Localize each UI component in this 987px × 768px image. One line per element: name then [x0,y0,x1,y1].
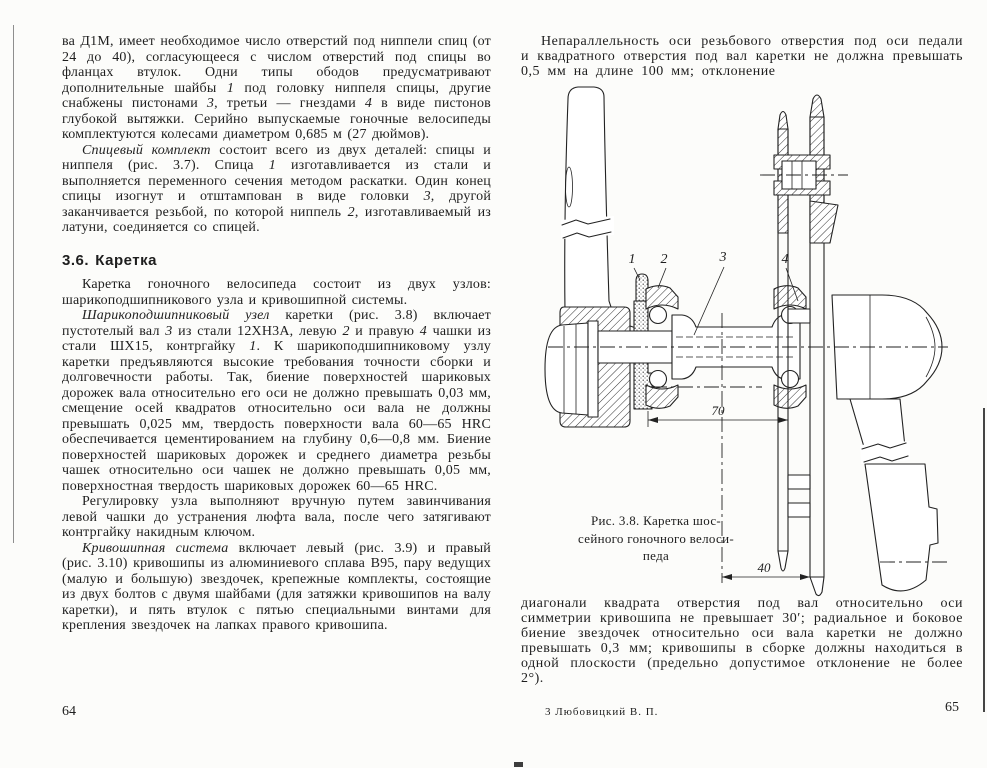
right-cup-top [774,286,806,309]
right-page-bottom-text [521,597,963,686]
section-heading: 3.6. Каретка [62,251,157,269]
dimension-40: 40 [757,560,771,575]
right-page-top-text [521,34,963,80]
left-page-text-column [62,34,491,634]
paragraph: Регулировку узла выполняют вручную путем завинчивания левой чашки до устранения люфта вала, после чего затягивают контргайку накидным ключом. [62,494,491,540]
callout-4: 4 [781,252,789,267]
paragraph: диагонали квадрата отверстия под вал относительно оси симметрии кривошипа не превышает 30′; радиальное и боковое биение звездочек относительно оси вала каретки не должно превышать 0,3 мм; кривошипы в сборке должны находиться в одной плоскости (предельно допустимое отклонение не более 2°). [521,596,963,686]
ring-spacer [788,503,810,517]
caption-line: сейного гоночного велоси- [578,530,734,546]
ring-spider [810,201,838,243]
callout-3: 3 [719,250,727,265]
paragraph: Каретка гоночного велосипеда состоит из двух узлов: шарикоподшипникового узла и кривошипной системы. [62,277,491,308]
left-cup-top [646,286,678,309]
dimension-70: 70 [711,403,725,418]
caption-line: педа [642,548,670,563]
bearing-ball [782,371,799,388]
paragraph: Шарикоподшипниковый узел каретки (рис. 3.8) включает пустотелый вал 3 из стали 12ХН3А, левую 2 и правую 4 чашки из стали ШХ15, контргайку 1. К шарикоподшипниковому узлу каретки предъявляются высокие требования точности сборки и долговечности работы. Так, биение поверхностей шариковых дорожек вала относительно его оси не должно превышать 0,03 мм, смещение осей квадратов относительно оси вала не должны превышать 0,025 мм, твердость поверхности вала 60—65 HRC обеспечивается цементированием на глубину 0,6—0,8 мм. Биение поверхностей шариковых дорожек и среднего диаметра резьбы чашек относительно оси чашек не должно превышать 0,05 мм, поверхностная твердость шариковых дорожек 60—65 HRC. [62,308,491,494]
bolt-washer [588,321,598,417]
scan-edge-line-left [13,25,14,543]
right-crank-arm [832,295,942,591]
right-cup-bottom [774,385,806,408]
left-crank-arm [560,87,643,335]
ring-spacer [788,309,810,323]
callout-1: 1 [628,252,636,267]
scan-cut-off-mark [514,762,523,767]
bearing-ball [650,307,667,324]
paragraph: Непараллельность оси резьбового отверстия под оси педали и квадратного отверстия под вал каретки не должна превышать 0,5 мм на длине 100 мм; отклонение [521,34,963,80]
paragraph: Кривошипная система включает левый (рис. 3.9) и правый (рис. 3.10) кривошипы из алюминиевого сплава В95, пару ведущих (малую и большую) звездочек, крепежные комплекты, состоящие из двух болтов с двумя шайбами (для затяжки кривошипов на валу каретки), и пять втулок с пятью специальными винтами для крепления звездочек на лапках правого кривошипа. [62,540,491,633]
ring-spacer [788,475,810,489]
caption-line: Рис. 3.8. Каретка шос- [590,513,722,528]
paragraph: Спицевый комплект состоит всего из двух деталей: спицы и ниппеля (рис. 3.7). Спица 1 изготавливается из стали и выполняется переменного сечения методом раскатки. Один конец спицы изогнут и отштампован в виде головки 3, другой заканчивается резьбой, по которой ниппель 2, изготавливаемый из латуни, соединяется со спицей. [62,142,492,235]
printer-signature: 3 Любовицкий В. П. [545,706,659,718]
scan-edge-line-right [983,408,985,712]
page-number-right: 65 [945,700,959,715]
bearing-ball [650,371,667,388]
page-number-left: 64 [62,704,76,719]
callout-2: 2 [660,252,668,267]
paragraph: ва Д1М, имеет необходимое число отверстий под ниппели спиц (от 24 до 40), согласующееся с числом отверстий под спицы во фланцах втулок. Одни типы ободов предусматривают дополнительные шайбы 1 под головку ниппеля спицы, другие снабжены пистонами 3, третьи — гнездами 4 в виде пистонов глубокой вытяжки. Серийно выпускаемые гоночные велосипеды комплектуются колесами диаметром 0,685 м (27 дюймов). [62,34,492,142]
figure-caption [548,512,764,565]
left-cup-bottom [646,385,678,408]
fixing-bolt-head [545,323,588,415]
